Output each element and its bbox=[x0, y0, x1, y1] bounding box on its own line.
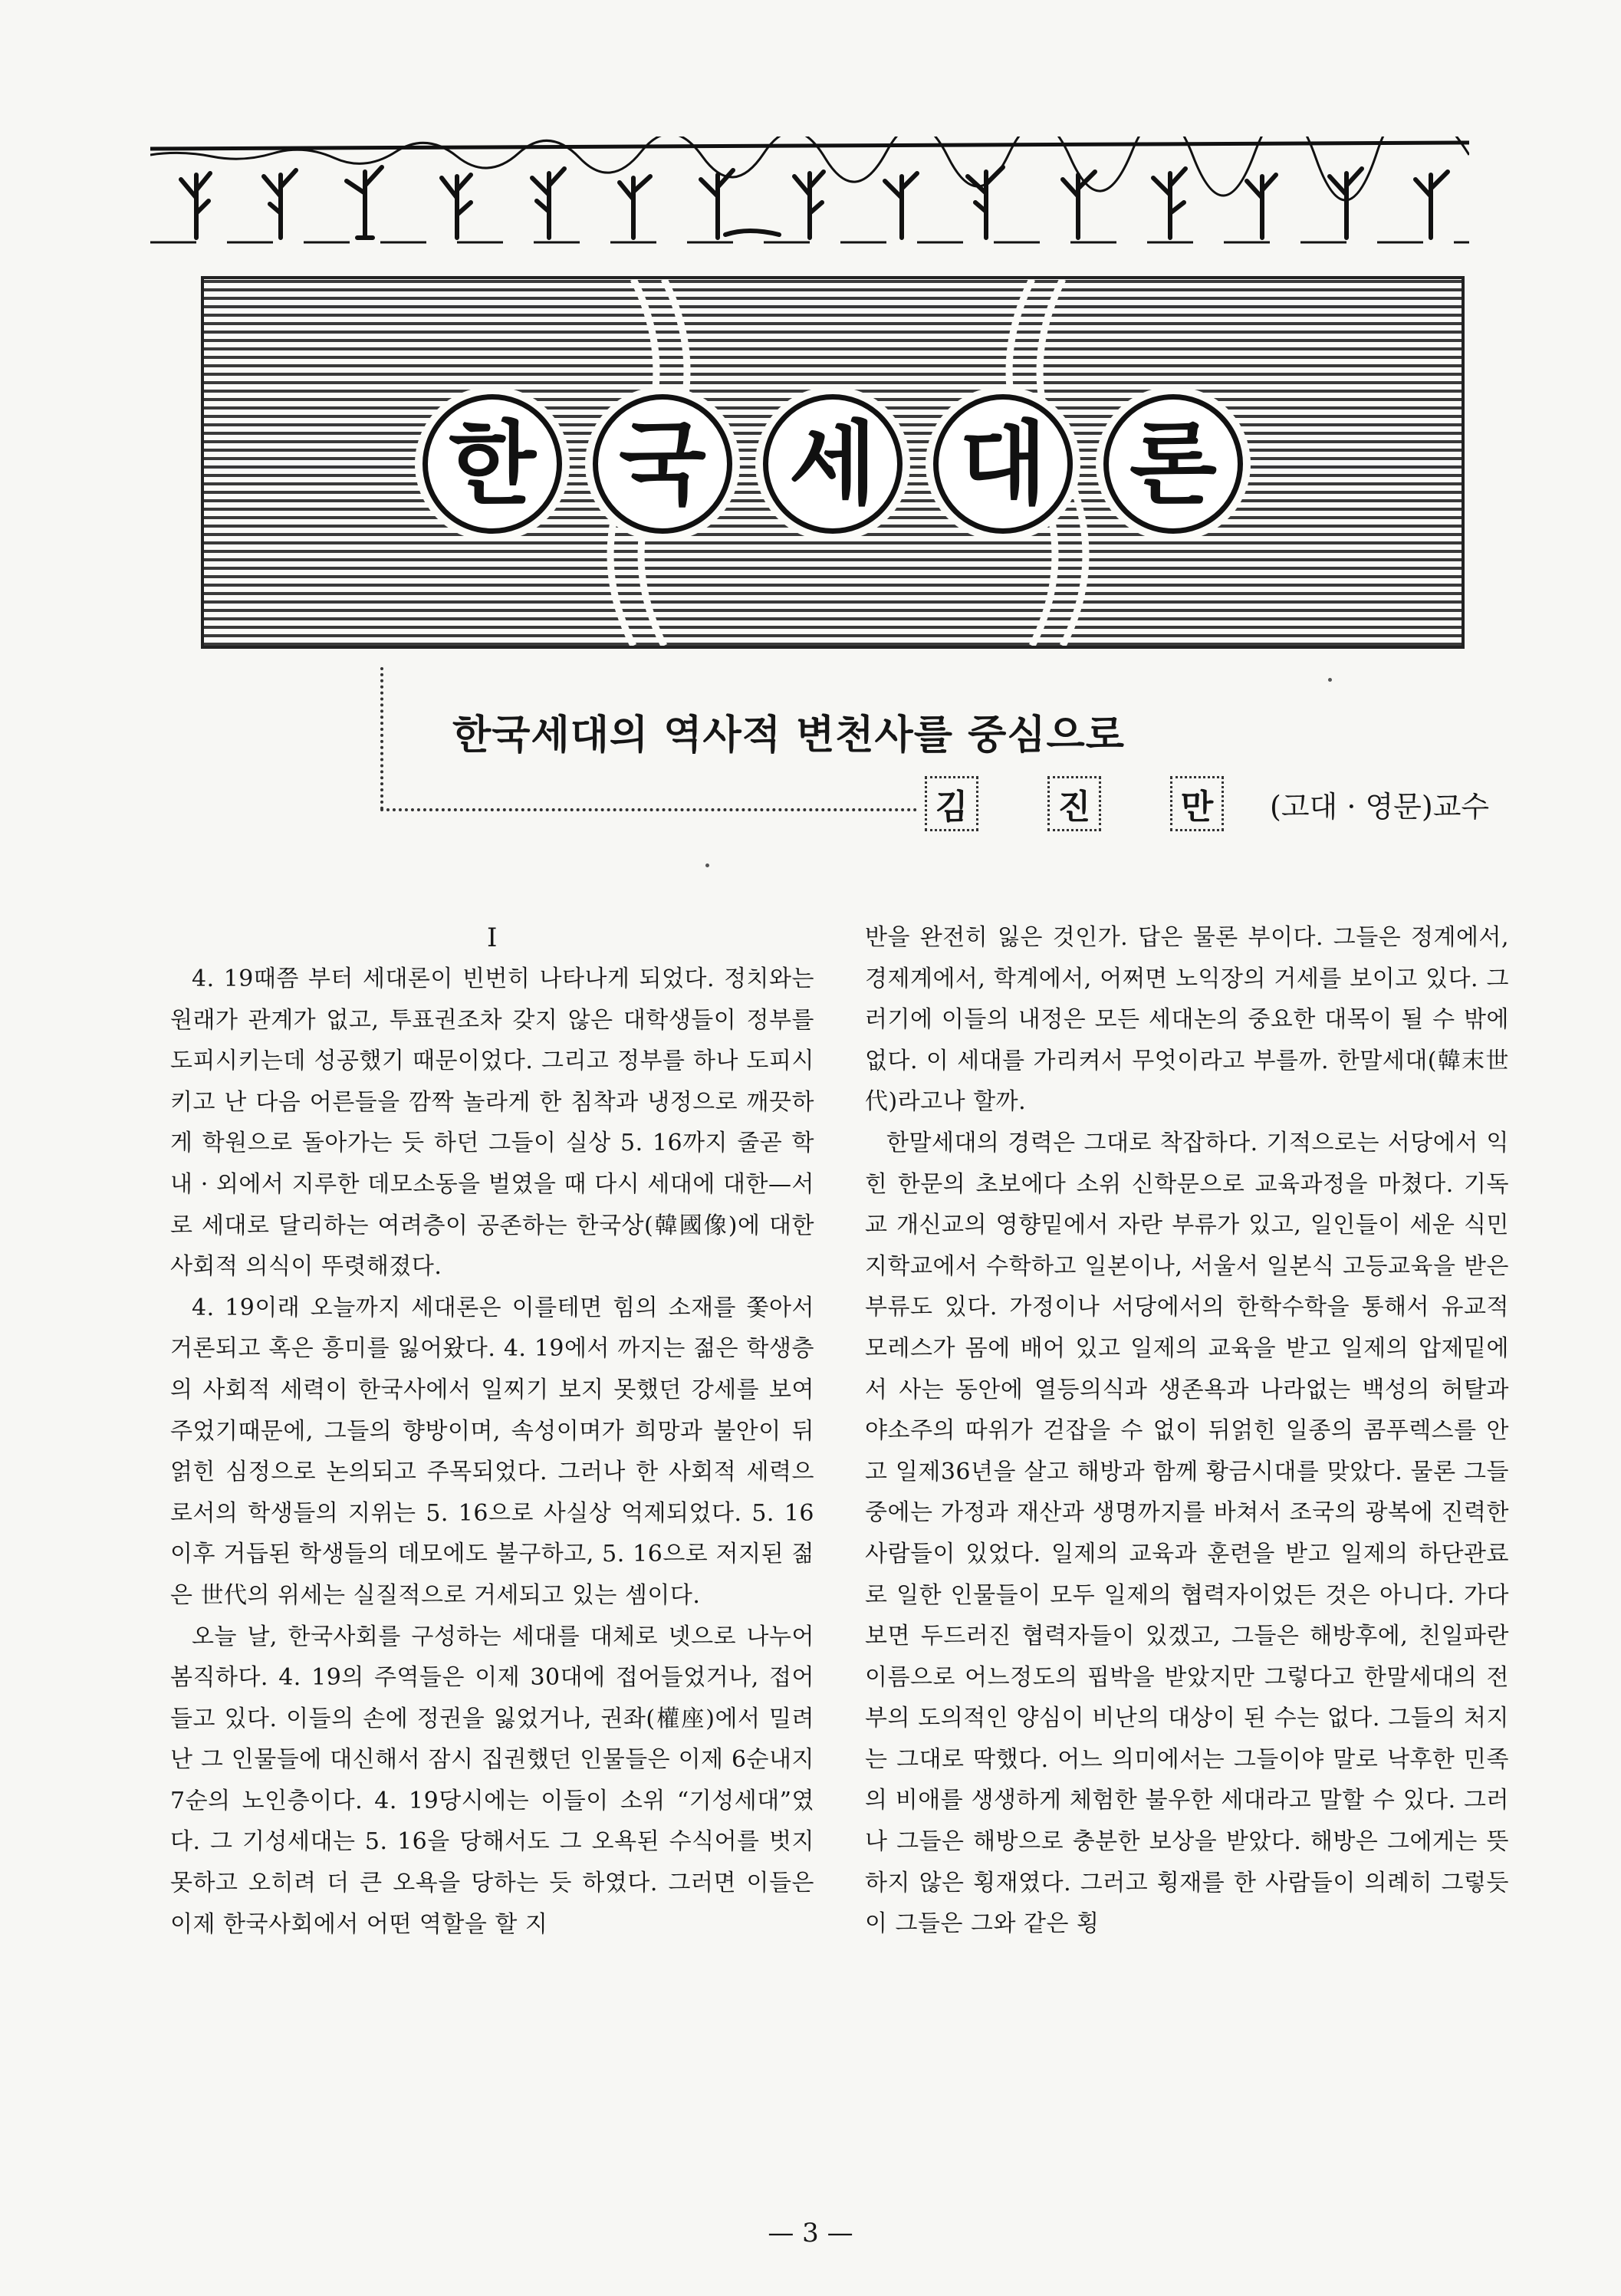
print-speck bbox=[705, 863, 709, 867]
left-column bbox=[170, 917, 814, 1945]
author-name-char-2: 진 bbox=[1047, 776, 1101, 831]
paragraph: 4. 19때쯤 부터 세대론이 빈번히 나타나게 되었다. 정치와는 원래가 관계가 없고, 투표권조차 갖지 않은 대학생들이 정부를 도피시키는데 성공했기 때문이었다. 그리고 정부를 하나 도피시키고 난 다음 어른들을 깜짝 놀라게 한 침착과 냉정으로 깨끗하게 학원으로 돌아가는 듯 하던 그들이 실상 5. 16까지 줄곧 학내 · 외에서 지루한 데모소동을 벌였을 때 다시 세대에 대한—서로 세대로 달리하는 여려층이 공존하는 한국상(韓國像)에 대한 사회적 의식이 뚜렷해졌다. bbox=[170, 965, 814, 1281]
decorative-tree-border bbox=[150, 137, 1469, 252]
title-char-ron: 론 bbox=[1103, 394, 1243, 534]
subtitle: 한국세대의 역사적 변천사를 중심으로 bbox=[452, 712, 1126, 758]
title-char-se: 세 bbox=[763, 394, 903, 534]
section-number: I bbox=[487, 923, 498, 953]
author-name-char-3: 만 bbox=[1170, 776, 1224, 831]
title-char-guk: 국 bbox=[593, 394, 732, 534]
print-speck bbox=[1328, 678, 1332, 682]
author-name-char-1: 김 bbox=[925, 776, 978, 831]
paragraph: 반을 완전히 잃은 것인가. 답은 물론 부이다. 그들은 정계에서, 경제계에서, 학계에서, 어쩌면 노익장의 거세를 보이고 있다. 그러기에 이들의 내정은 모든 세대논의 중요한 대목이 될 수 밖에 없다. 이 세대를 가리켜서 무엇이라고 부를까. 한말세대(韓末世代)라고나 할까. bbox=[865, 924, 1509, 1116]
author-affiliation: (고대 · 영문)교수 bbox=[1270, 789, 1490, 824]
title-characters bbox=[204, 394, 1462, 534]
dotted-frame-bottom bbox=[380, 808, 917, 811]
title-banner bbox=[201, 276, 1465, 649]
title-char-han: 한 bbox=[423, 394, 562, 534]
title-char-dae: 대 bbox=[933, 394, 1073, 534]
page-number: — 3 — bbox=[768, 2218, 853, 2248]
right-column bbox=[865, 917, 1509, 1945]
paragraph: 4. 19이래 오늘까지 세대론은 이를테면 힘의 소재를 쫓아서 거론되고 혹은 흥미를 잃어왔다. 4. 19에서 까지는 젊은 학생층의 사회적 세력이 한국사에서 일찌기 보지 못했던 강세를 보여주었기때문에, 그들의 향방이며, 속성이며가 희망과 불안이 뒤얽힌 심정으로 논의되고 주목되었다. 그러나 한 사회적 세력으로서의 학생들의 지위는 5. 16으로 사실상 억제되었다. 5. 16이후 거듭된 학생들의 데모에도 불구하고, 5. 16으로 저지된 젊은 世代의 위세는 실질적으로 거세되고 있는 셈이다. bbox=[170, 1294, 814, 1609]
byline bbox=[925, 776, 1489, 831]
dotted-frame-left bbox=[380, 667, 388, 810]
paragraph: 오늘 날, 한국사회를 구성하는 세대를 대체로 넷으로 나누어 봄직하다. 4. 19의 주역들은 이제 30대에 접어들었거나, 접어들고 있다. 이들의 손에 정권을 잃었거나, 권좌(權座)에서 밀려 난 그 인물들에 대신해서 잠시 집권했던 인물들은 이제 6순내지 7순의 노인층이다. 4. 19당시에는 이들이 소위 “기성세대”였다. 그 기성세대는 5. 16을 당해서도 그 오욕된 수식어를 벗지 못하고 오히려 더 큰 오욕을 당하는 듯 하였다. 그러면 이들은 이제 한국사회에서 어떤 역할을 할 지 bbox=[170, 1623, 814, 1938]
paragraph: 한말세대의 경력은 그대로 착잡하다. 기적으로는 서당에서 익힌 한문의 초보에다 소위 신학문으로 교육과정을 마쳤다. 기독교 개신교의 영향밑에서 자란 부류가 있고, 일인들이 세운 식민지학교에서 수학하고 일본이나, 서울서 일본식 고등교육을 받은 부류도 있다. 가정이나 서당에서의 한학수학을 통해서 유교적 모레스가 몸에 배어 있고 일제의 교육을 받고 일제의 압제밑에서 사는 동안에 열등의식과 생존욕과 나라없는 백성의 허탈과 야소주의 따위가 걷잡을 수 없이 뒤얽힌 일종의 콤푸렉스를 안고 일제36년을 살고 해방과 함께 황금시대를 맞았다. 물론 그들중에는 가정과 재산과 생명까지를 바쳐서 조국의 광복에 진력한 사람들이 있었다. 일제의 교육과 훈련을 받고 일제의 하단관료로 일한 인물들이 모두 일제의 협력자이었든 것은 아니다. 가다 보면 두드러진 협력자들이 있겠고, 그들은 해방후에, 친일파란 이름으로 어느정도의 핍박을 받았지만 그렇다고 한말세대의 전부의 도의적인 양심이 비난의 대상이 된 수는 없다. 그들의 처지는 그대로 딱했다. 어느 의미에서는 그들이야 말로 낙후한 민족의 비애를 생생하게 체험한 불우한 세대라고 말할 수 있다. 그러나 그들은 해방으로 충분한 보상을 받았다. 해방은 그에게는 뜻하지 않은 횡재였다. 그러고 횡재를 한 사람들이 의례히 그렇듯이 그들은 그와 같은 횡 bbox=[865, 1129, 1509, 1938]
